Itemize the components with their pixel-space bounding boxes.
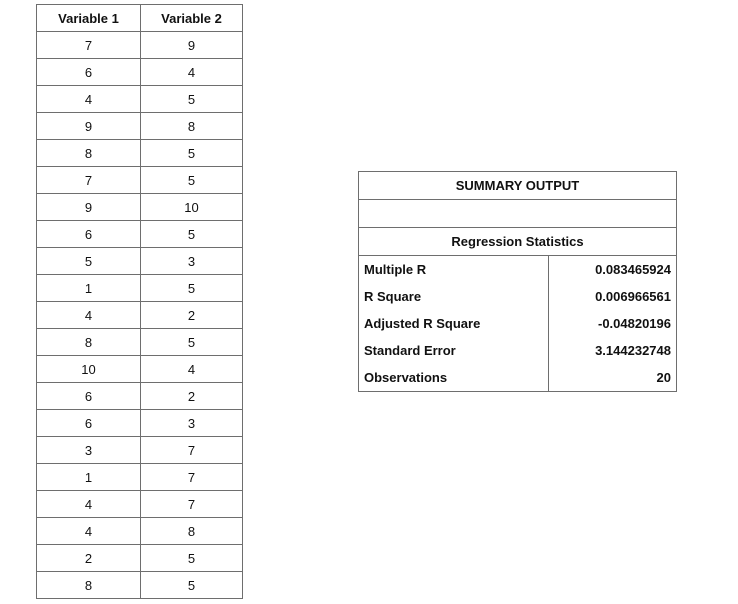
stat-label: Multiple R [359,256,549,284]
summary-title-row [359,172,677,200]
table-row [37,545,243,572]
variable-1-cell: 6 [37,383,141,410]
stat-value: -0.04820196 [549,310,677,337]
variable-2-cell: 2 [141,302,243,329]
stat-label: Standard Error [359,337,549,364]
variable-2-cell: 8 [141,518,243,545]
stat-row [359,337,677,364]
variable-2-cell: 5 [141,221,243,248]
variable-2-cell: 5 [141,167,243,194]
table-row [37,356,243,383]
regression-section-row [359,228,677,256]
variable-2-cell: 4 [141,59,243,86]
variable-2-cell: 8 [141,113,243,140]
variable-1-cell: 6 [37,410,141,437]
variable-1-cell: 1 [37,464,141,491]
variable-1-cell: 7 [37,32,141,59]
header-variable-2: Variable 2 [141,5,243,32]
variable-2-cell: 10 [141,194,243,221]
table-row [37,275,243,302]
variable-1-cell: 7 [37,167,141,194]
table-row [37,59,243,86]
stat-label: Adjusted R Square [359,310,549,337]
stat-label: R Square [359,283,549,310]
table-row [37,167,243,194]
variable-2-cell: 3 [141,410,243,437]
variable-2-cell: 7 [141,491,243,518]
table-row [37,248,243,275]
variable-1-cell: 6 [37,221,141,248]
table-row [37,572,243,599]
stat-label: Observations [359,364,549,392]
variable-1-cell: 4 [37,491,141,518]
table-row [37,194,243,221]
stat-row [359,364,677,392]
table-row [37,464,243,491]
table-row [37,518,243,545]
variable-1-cell: 10 [37,356,141,383]
summary-title: SUMMARY OUTPUT [359,172,677,200]
table-row [37,410,243,437]
table-row [37,140,243,167]
table-row [37,113,243,140]
variable-2-cell: 4 [141,356,243,383]
variables-table [36,4,243,599]
table-row [37,491,243,518]
stat-row [359,256,677,284]
summary-blank-row [359,200,677,228]
table-row [37,221,243,248]
variable-1-cell: 4 [37,86,141,113]
variable-2-cell: 9 [141,32,243,59]
variable-1-cell: 2 [37,545,141,572]
variable-2-cell: 7 [141,464,243,491]
variable-1-cell: 8 [37,140,141,167]
variable-1-cell: 8 [37,329,141,356]
blank-cell [359,200,677,228]
variable-1-cell: 6 [37,59,141,86]
variable-2-cell: 5 [141,275,243,302]
variable-2-cell: 5 [141,572,243,599]
header-variable-1: Variable 1 [37,5,141,32]
table-row [37,32,243,59]
variable-1-cell: 9 [37,113,141,140]
variable-2-cell: 5 [141,545,243,572]
variable-2-cell: 5 [141,86,243,113]
summary-output-table [358,171,677,392]
variable-1-cell: 5 [37,248,141,275]
variable-1-cell: 4 [37,518,141,545]
variable-1-cell: 1 [37,275,141,302]
stat-value: 20 [549,364,677,392]
table-row [37,383,243,410]
regression-statistics-heading: Regression Statistics [359,228,677,256]
stat-value: 3.144232748 [549,337,677,364]
variable-1-cell: 9 [37,194,141,221]
stat-value: 0.083465924 [549,256,677,284]
variable-2-cell: 5 [141,329,243,356]
table-row [37,86,243,113]
variable-1-cell: 8 [37,572,141,599]
variable-2-cell: 2 [141,383,243,410]
variable-2-cell: 3 [141,248,243,275]
variable-2-cell: 5 [141,140,243,167]
stat-row [359,310,677,337]
variable-1-cell: 3 [37,437,141,464]
table-header-row [37,5,243,32]
stat-value: 0.006966561 [549,283,677,310]
table-row [37,302,243,329]
variable-2-cell: 7 [141,437,243,464]
table-row [37,437,243,464]
stat-row [359,283,677,310]
variable-1-cell: 4 [37,302,141,329]
table-row [37,329,243,356]
